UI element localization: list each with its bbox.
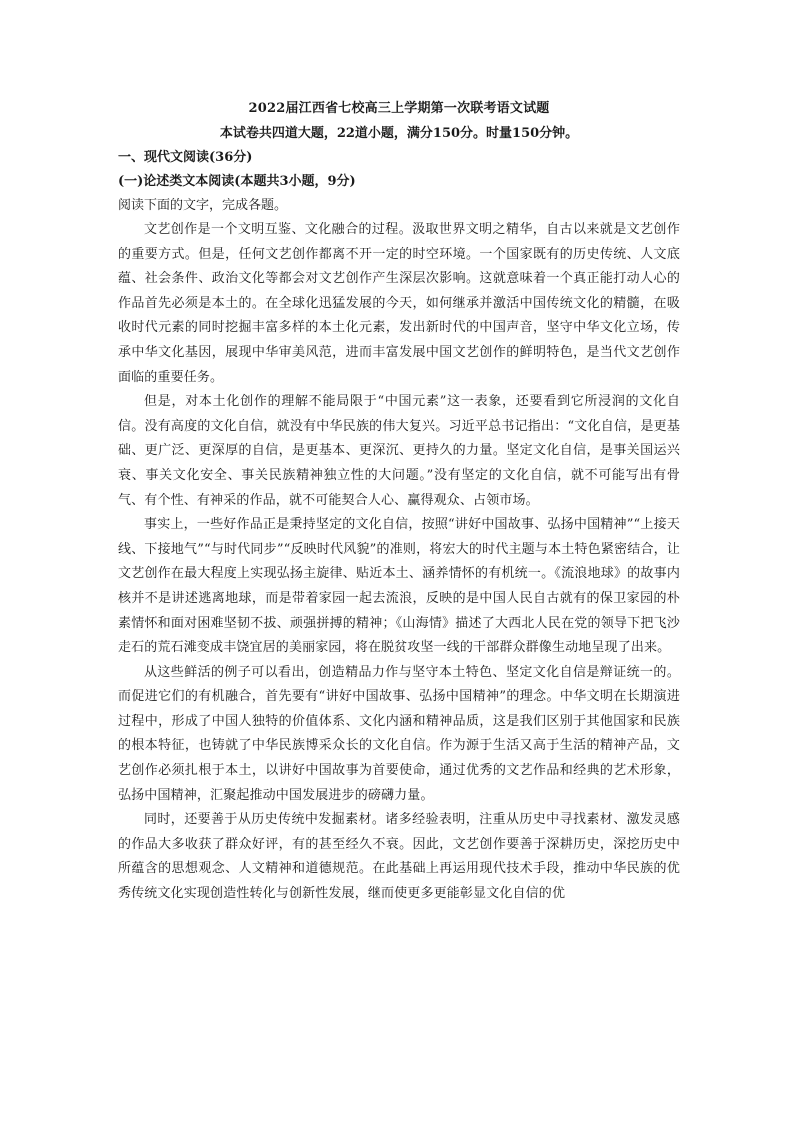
document-title: 2022届江西省七校高三上学期第一次联考语文试题 [248, 101, 550, 116]
paragraph-3: 事实上，一些好作品正是秉持坚定的文化自信，按照“讲好中国故事、弘扬中国精神”“上接天线、下接地气”“与时代同步”“反映时代风貌”的准则，将宏大的时代主题与本土特色紧密结合，让文艺创作在最大程度上实现弘扬主旋律、贴近本土、涵养情怀的有机统一。《流浪地球》的故事内核并不是讲述逃离地球，而是带着家园一起去流浪，反映的是中国人民自古就有的保卫家园的朴素情怀和面对困难坚韧不拔、顽强拼搏的精神；《山海情》描述了大西北人民在党的领导下把飞沙走石的荒石滩变成丰饶宜居的美丽家园，将在脱贫攻坚一线的干部群众群像生动地呈现了出来。 [118, 517, 680, 656]
document-body [118, 98, 680, 907]
section-heading: 一、现代文阅读(36分) [118, 150, 253, 165]
reading-instruction: 阅读下面的文字，完成各题。 [118, 198, 288, 213]
paragraph-5: 同时，还要善于从历史传统中发掘素材。诸多经验表明，注重从历史中寻找素材、激发灵感的作品大多收获了群众好评，有的甚至经久不衰。因此，文艺创作要善于深耕历史，深挖历史中所蕴含的思想观念、人文精神和道德规范。在此基础上再运用现代技术手段，推动中华民族的优秀传统文化实现创造性转化与创新性发展，继而使更多更能彰显文化自信的优 [118, 812, 680, 902]
subsection-heading: (一)论述类文本阅读(本题共3小题，9分) [118, 174, 356, 189]
paragraph-2: 但是，对本土化创作的理解不能局限于“中国元素”这一表象，还要看到它所浸润的文化自信。没有高度的文化自信，就没有中华民族的伟大复兴。习近平总书记指出：“文化自信，是更基础、更广泛、更深厚的自信，是更基本、更深沉、更持久的力量。坚定文化自信，是事关国运兴衰、事关文化安全、事关民族精神独立性的大问题。”没有坚定的文化自信，就不可能写出有骨气、有个性、有神采的作品，就不可能契合人心、赢得观众、占领市场。 [118, 394, 680, 508]
document-subtitle: 本试卷共四道大题，22道小题，满分150分。时量150分钟。 [219, 126, 579, 141]
paragraph-1: 文艺创作是一个文明互鉴、文化融合的过程。汲取世界文明之精华，自古以来就是文艺创作的重要方式。但是，任何文艺创作都离不开一定的时空环境。一个国家既有的历史传统、人文底蕴、社会条件、政治文化等都会对文艺创作产生深层次影响。这就意味着一个真正能打动人心的作品首先必须是本土的。在全球化迅猛发展的今天，如何继承并激活中国传统文化的精髓，在吸收时代元素的同时挖掘丰富多样的本土化元素，发出新时代的中国声音，坚守中华文化立场，传承中华文化基因，展现中华审美风范，进而丰富发展中国文艺创作的鲜明特色，是当代文艺创作面临的重要任务。 [118, 222, 680, 385]
paragraph-4: 从这些鲜活的例子可以看出，创造精品力作与坚守本土特色、坚定文化自信是辩证统一的。而促进它们的有机融合，首先要有“讲好中国故事、弘扬中国精神”的理念。中华文明在长期演进过程中，形成了中国人独特的价值体系、文化内涵和精神品质，这是我们区别于其他国家和民族的根本特征，也铸就了中华民族博采众长的文化自信。作为源于生活又高于生活的精神产品，文艺创作必须扎根于本土，以讲好中国故事为首要使命，通过优秀的文艺作品和经典的艺术形象，弘扬中国精神，汇聚起推动中国发展进步的磅礴力量。 [118, 664, 680, 803]
